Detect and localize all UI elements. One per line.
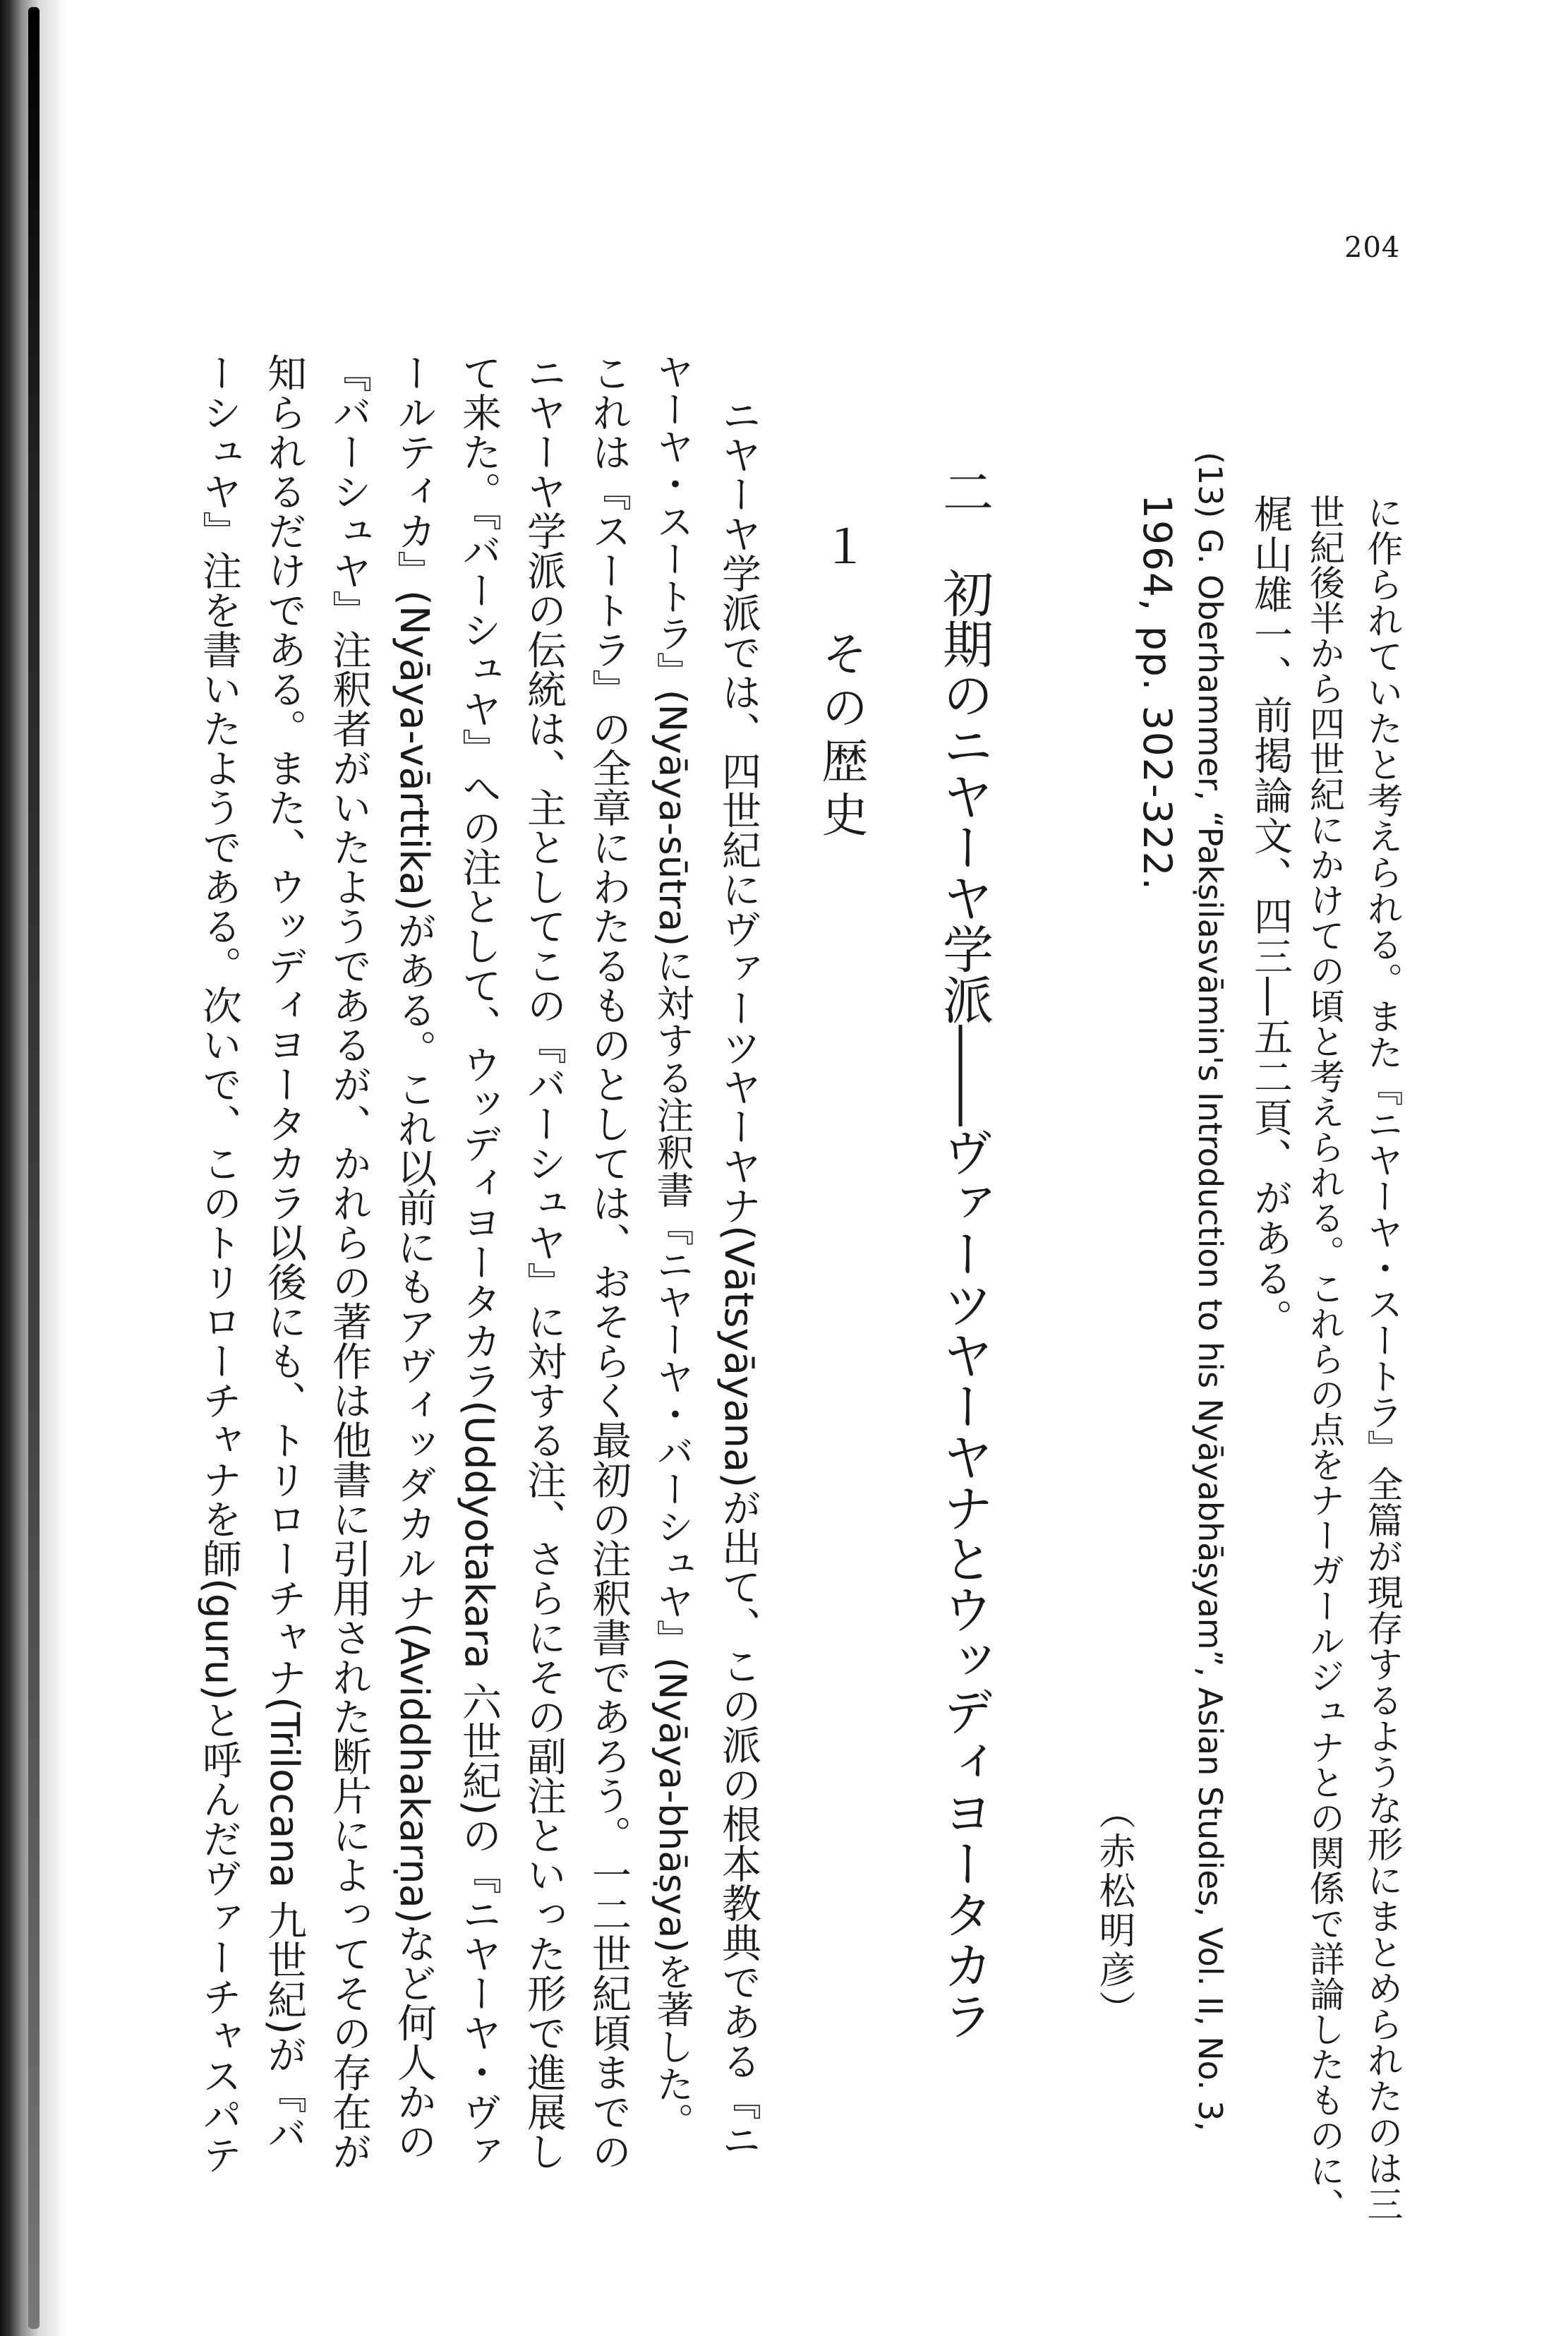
body-line: ールティカ』(Nyāya-vārttika)がある。これ以前にもアヴィッダカルナ(Aviddhakarṇa)など何人かの [391, 353, 437, 2161]
body-line: ニヤーヤ学派の伝統は、主としてこの『バーシュヤ』に対する注、さらにその副注といった形で進展し [521, 353, 567, 2171]
section-title: １ その歴史 [814, 522, 868, 844]
body-line: これは『スートラ』の全章にわたるものとしては、おそらく最初の注釈書であろう。一二世紀頃までの [586, 353, 632, 2171]
body-line: 知られるだけである。また、ウッディヨータカラ以後にも、トリローチャナ(Trilocana 九世紀)が『バ [261, 353, 307, 2153]
page-number: 204 [1344, 231, 1401, 264]
note-line: 梶山雄一、前掲論文、四三―五二頁、がある。 [1248, 494, 1293, 1339]
chapter-heading: 二 初期のニヤーヤ学派――ヴァーツヤーヤナとウッディヨータカラ [934, 466, 994, 2041]
body-line: ーシュヤ』注を書いたようである。次いで、このトリローチャナを師(guru)と呼んだヴァーチャスパテ [196, 353, 242, 2175]
body-line: ヤーヤ・スートラ』(Nyāya-sūtra)に対する注釈書『ニヤーヤ・バーシュヤ』(Nyāya-bhāṣya)を著した。 [651, 353, 694, 2141]
footnote-13: (13) G. Oberhammer, “Pakṣilasvāmin's Introduction to his Nyāyabhāṣyam”, Asian Studies, Vol. II, No. 3, [1191, 452, 1229, 2132]
footnote-13-cont: 1964, pp. 302-322. [1135, 494, 1180, 892]
body-line: 『バーシュヤ』注釈者がいたようであるが、かれらの著作は他書に引用された断片によってその存在が [326, 353, 372, 2171]
body-line: て来た。『バーシュヤ』への注として、ウッディヨータカラ(Uddyotakara 六世紀)の『ニヤーヤ・ヴァ [456, 353, 502, 2172]
note-line: 世紀後半から四世紀にかけての頃と考えられる。これらの点をナーガールジュナとの関係で詳論したものに、 [1304, 494, 1345, 2223]
note-line: に作られていたと考えられる。また『ニヤーヤ・スートラ』全篇が現存するような形にまとめられたのは三 [1361, 494, 1402, 2222]
book-spine [28, 7, 40, 2329]
author-attribution: （赤松明彦） [1092, 1793, 1135, 2030]
body-line: ニヤーヤ学派では、四世紀にヴァーツヤーヤナ(Vātsyāyana)が出て、この派の根本教典である『ニ [716, 395, 761, 2160]
